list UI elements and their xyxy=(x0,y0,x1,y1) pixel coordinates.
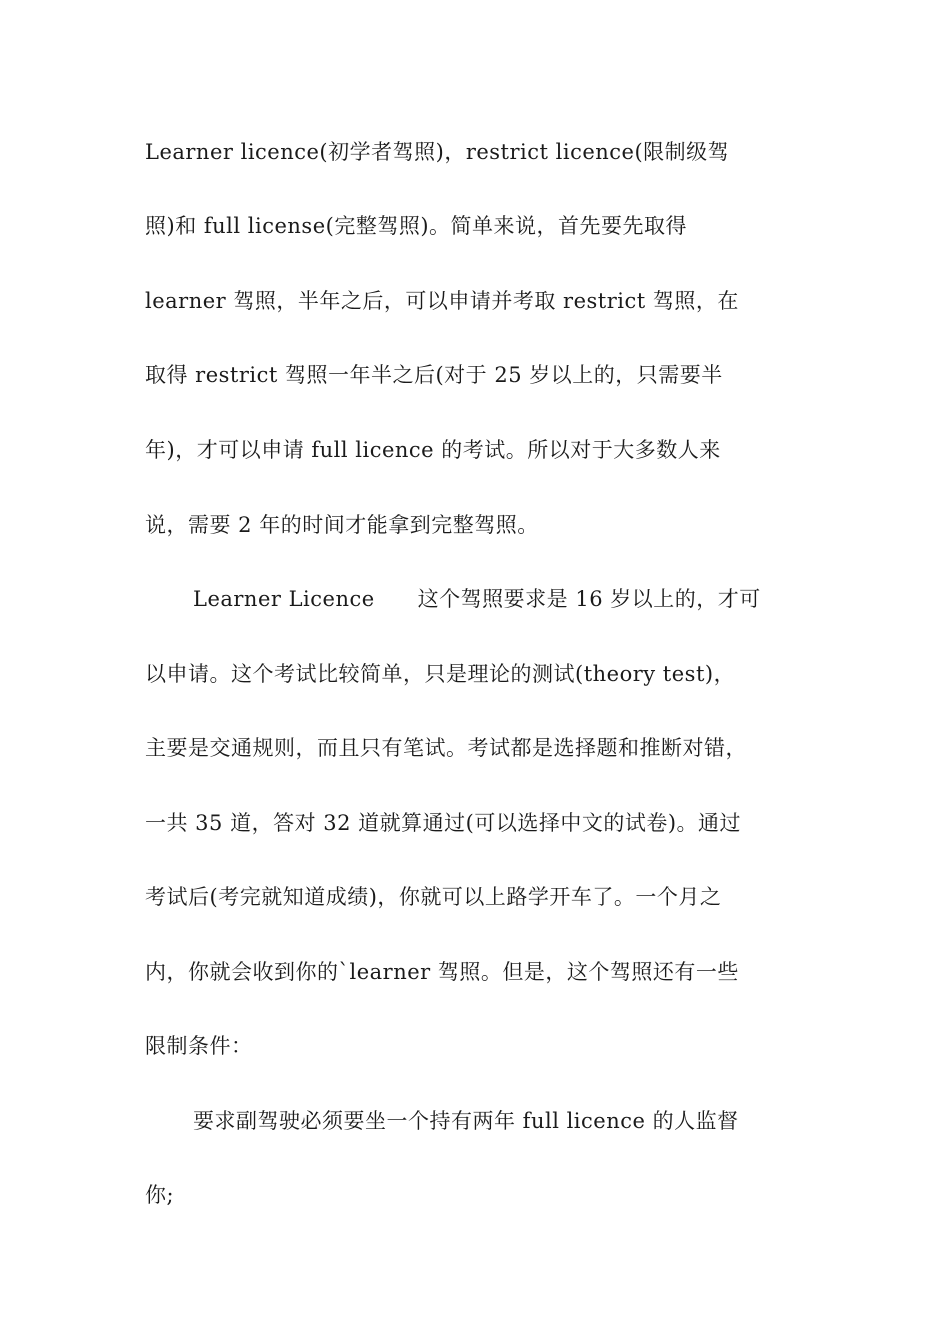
text-line: Learner Licence 这个驾照要求是 16 岁以上的，才可 xyxy=(193,587,761,611)
text-line: 内，你就会收到你的`learner 驾照。但是，这个驾照还有一些 xyxy=(145,960,739,984)
text-line: 年)，才可以申请 full licence 的考试。所以对于大多数人来 xyxy=(145,438,721,462)
text-line: 说，需要 2 年的时间才能拿到完整驾照。 xyxy=(145,513,539,537)
text-line: 以申请。这个考试比较简单，只是理论的测试(theory test)， xyxy=(145,662,736,686)
text-line: 你; xyxy=(145,1183,175,1207)
text-line: 要求副驾驶必须要坐一个持有两年 full licence 的人监督 xyxy=(193,1109,739,1133)
text-line: 一共 35 道，答对 32 道就算通过(可以选择中文的试卷)。通过 xyxy=(145,811,742,835)
text-line: 限制条件： xyxy=(145,1034,253,1058)
text-line: Learner licence(初学者驾照)，restrict licence(限制级驾 xyxy=(145,140,730,164)
text-line: 主要是交通规则，而且只有笔试。考试都是选择题和推断对错， xyxy=(145,736,747,760)
text-line: learner 驾照，半年之后，可以申请并考取 restrict 驾照，在 xyxy=(145,289,739,313)
text-line: 考试后(考完就知道成绩)，你就可以上路学开车了。一个月之 xyxy=(145,885,722,909)
text-line: 照)和 full license(完整驾照)。简单来说，首先要先取得 xyxy=(145,214,688,238)
text-line: 取得 restrict 驾照一年半之后(对于 25 岁以上的，只需要半 xyxy=(145,363,723,387)
